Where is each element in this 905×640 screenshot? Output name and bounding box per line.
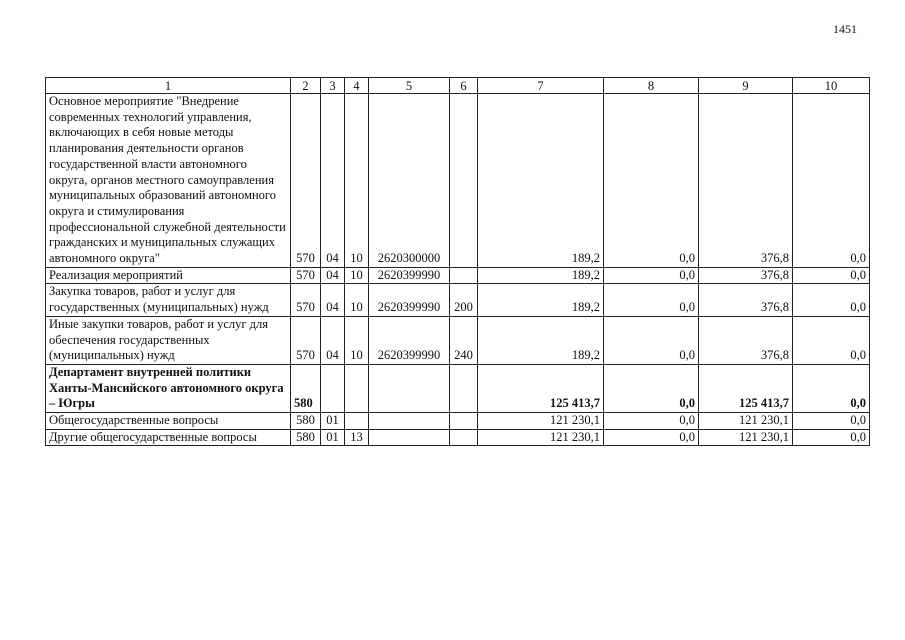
expense-type-code: 200 [450, 284, 478, 316]
amount-col-10: 0,0 [793, 413, 870, 430]
header-col-7: 7 [478, 78, 604, 94]
amount-col-10: 0,0 [793, 429, 870, 446]
header-col-4: 4 [345, 78, 369, 94]
subsection-code: 10 [345, 94, 369, 268]
table-row [46, 267, 870, 284]
expense-type-code [450, 364, 478, 412]
header-col-8: 8 [604, 78, 699, 94]
subsection-code: 13 [345, 429, 369, 446]
table-row [46, 429, 870, 446]
row-name: Основное мероприятие "Внедрение современных технологий управления, включающих в себя новые методы планирования деятельности органов государственной власти автономного округа, органов местного самоуправления муниципальных образований автономного округа и стимулирования профессиональной служебной деятельности гражданских и муниципальных служащих автономного округа" [46, 94, 291, 268]
section-code [321, 364, 345, 412]
expense-type-code [450, 413, 478, 430]
table-body [46, 94, 870, 446]
table-row [46, 94, 870, 268]
table-row [46, 316, 870, 364]
row-name: Департамент внутренней политики Ханты-Мансийского автономного округа – Югры [46, 364, 291, 412]
section-code: 01 [321, 413, 345, 430]
ministry-code: 580 [291, 413, 321, 430]
amount-col-9: 376,8 [699, 284, 793, 316]
target-article-code: 2620399990 [369, 284, 450, 316]
table-row-department [46, 364, 870, 412]
amount-col-8: 0,0 [604, 284, 699, 316]
amount-col-8: 0,0 [604, 267, 699, 284]
subsection-code: 10 [345, 267, 369, 284]
ministry-code: 580 [291, 364, 321, 412]
amount-col-10: 0,0 [793, 267, 870, 284]
ministry-code: 570 [291, 267, 321, 284]
target-article-code: 2620399990 [369, 316, 450, 364]
amount-col-8: 0,0 [604, 94, 699, 268]
page-number: 1451 [833, 22, 857, 36]
amount-col-8: 0,0 [604, 364, 699, 412]
section-code: 01 [321, 429, 345, 446]
header-col-10: 10 [793, 78, 870, 94]
table-row [46, 413, 870, 430]
amount-col-7: 189,2 [478, 284, 604, 316]
amount-col-10: 0,0 [793, 316, 870, 364]
amount-col-9: 125 413,7 [699, 364, 793, 412]
section-code: 04 [321, 94, 345, 268]
ministry-code: 570 [291, 94, 321, 268]
budget-table [45, 77, 870, 446]
header-col-1: 1 [46, 78, 291, 94]
amount-col-7: 121 230,1 [478, 413, 604, 430]
expense-type-code [450, 429, 478, 446]
subsection-code: 10 [345, 284, 369, 316]
amount-col-10: 0,0 [793, 284, 870, 316]
amount-col-9: 121 230,1 [699, 429, 793, 446]
amount-col-8: 0,0 [604, 413, 699, 430]
section-code: 04 [321, 316, 345, 364]
ministry-code: 580 [291, 429, 321, 446]
expense-type-code [450, 94, 478, 268]
target-article-code [369, 429, 450, 446]
amount-col-10: 0,0 [793, 364, 870, 412]
amount-col-7: 189,2 [478, 94, 604, 268]
table-row [46, 284, 870, 316]
row-name: Закупка товаров, работ и услуг для государственных (муниципальных) нужд [46, 284, 291, 316]
target-article-code: 2620300000 [369, 94, 450, 268]
amount-col-8: 0,0 [604, 316, 699, 364]
amount-col-7: 189,2 [478, 316, 604, 364]
subsection-code: 10 [345, 316, 369, 364]
header-col-5: 5 [369, 78, 450, 94]
row-name: Реализация мероприятий [46, 267, 291, 284]
amount-col-7: 125 413,7 [478, 364, 604, 412]
amount-col-9: 376,8 [699, 94, 793, 268]
amount-col-10: 0,0 [793, 94, 870, 268]
target-article-code [369, 364, 450, 412]
amount-col-9: 376,8 [699, 316, 793, 364]
amount-col-7: 121 230,1 [478, 429, 604, 446]
subsection-code [345, 413, 369, 430]
header-col-2: 2 [291, 78, 321, 94]
ministry-code: 570 [291, 284, 321, 316]
amount-col-9: 121 230,1 [699, 413, 793, 430]
header-row [46, 78, 870, 94]
subsection-code [345, 364, 369, 412]
ministry-code: 570 [291, 316, 321, 364]
header-col-3: 3 [321, 78, 345, 94]
section-code: 04 [321, 267, 345, 284]
row-name: Другие общегосударственные вопросы [46, 429, 291, 446]
expense-type-code: 240 [450, 316, 478, 364]
expense-type-code [450, 267, 478, 284]
target-article-code: 2620399990 [369, 267, 450, 284]
amount-col-8: 0,0 [604, 429, 699, 446]
amount-col-9: 376,8 [699, 267, 793, 284]
section-code: 04 [321, 284, 345, 316]
amount-col-7: 189,2 [478, 267, 604, 284]
table-header [46, 78, 870, 94]
row-name: Общегосударственные вопросы [46, 413, 291, 430]
row-name: Иные закупки товаров, работ и услуг для обеспечения государственных (муниципальных) нужд [46, 316, 291, 364]
header-col-6: 6 [450, 78, 478, 94]
header-col-9: 9 [699, 78, 793, 94]
target-article-code [369, 413, 450, 430]
